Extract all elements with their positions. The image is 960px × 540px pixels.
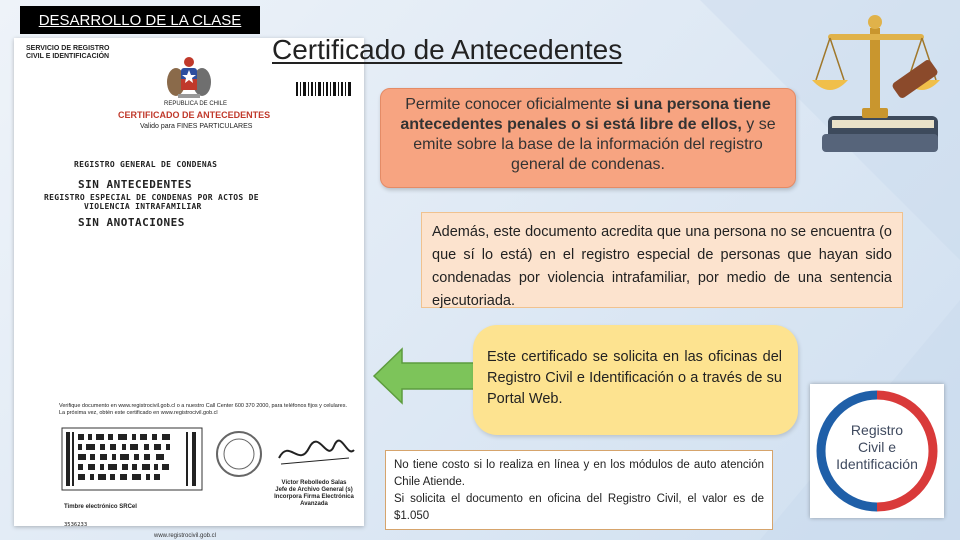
info-box-where-to-request: Este certificado se solicita en las oficinas del Registro Civil e Identificación o a través de su Portal Web. — [473, 325, 798, 435]
certificate-doc-title: CERTIFICADO DE ANTECEDENTES — [118, 110, 271, 120]
folio-number: 3536233 — [64, 522, 88, 528]
scales-of-justice-icon — [808, 8, 948, 168]
service-name: SERVICIO DE REGISTRO CIVIL E IDENTIFICACIÓN — [26, 45, 110, 60]
info-box-cost: No tiene costo si lo realiza en línea y en los módulos de auto atención Chile Atiende. Si solicita el documento en oficina del Registro Civil, el valor es de $1.050 — [385, 450, 773, 530]
page-title: Certificado de Antecedentes — [272, 34, 623, 65]
result-sin-anotaciones: SIN ANOTACIONES — [78, 216, 185, 229]
certificate-url: www.registrocivil.gob.cl — [154, 533, 217, 539]
info-box-domestic-violence-registry: Además, este documento acredita que una persona no se encuentra (o que sí lo está) en el registro especial de personas que hayan sido condenadas por violencia intrafamiliar, por medio de una sentencia ejecutoriada. — [421, 212, 903, 308]
result-sin-antecedentes: SIN ANTECEDENTES — [78, 178, 192, 191]
left-arrow-icon — [372, 347, 477, 405]
registro-civil-logo — [810, 384, 944, 518]
registry-special-label: REGISTRO ESPECIAL DE CONDENAS POR ACTOS DE VIOLENCIA INTRAFAMILIAR — [44, 193, 259, 211]
certificate-document-image — [14, 38, 364, 539]
registry-general-label: REGISTRO GENERAL DE CONDENAS — [74, 160, 218, 169]
verification-note: Verifique documento en www.registrocivil.gob.cl o a nuestro Call Center 600 370 2000, para teléfonos fijos y celulares. La próxima vez, obtén este certificado en www.registrocivil.gob.cl — [59, 403, 347, 416]
class-section-label: DESARROLLO DE LA CLASE — [20, 6, 260, 34]
republic-label: REPUBLICA DE CHILE — [164, 101, 228, 107]
electronic-stamp-label: Timbre electrónico SRCeI — [64, 504, 137, 510]
logo-text: Registro Civil e Identificación — [836, 422, 918, 472]
info-box-general-registry: Permite conocer oficialmente si una persona tiene antecedentes penales o si está libre de ellos, y se emite sobre la base de la información del registro general de condenas. — [380, 88, 796, 188]
official-seal-image — [209, 428, 359, 480]
barcode-image — [296, 82, 351, 96]
signer-block: Víctor Rebolledo Salas Jefe de Archivo General (s) Incorpora Firma Electrónica Avanzada — [274, 480, 354, 507]
certificate-doc-subtitle: Valido para FINES PARTICULARES — [140, 123, 253, 130]
chile-coat-of-arms-icon — [154, 56, 224, 102]
pdf417-barcode-image — [62, 428, 202, 490]
